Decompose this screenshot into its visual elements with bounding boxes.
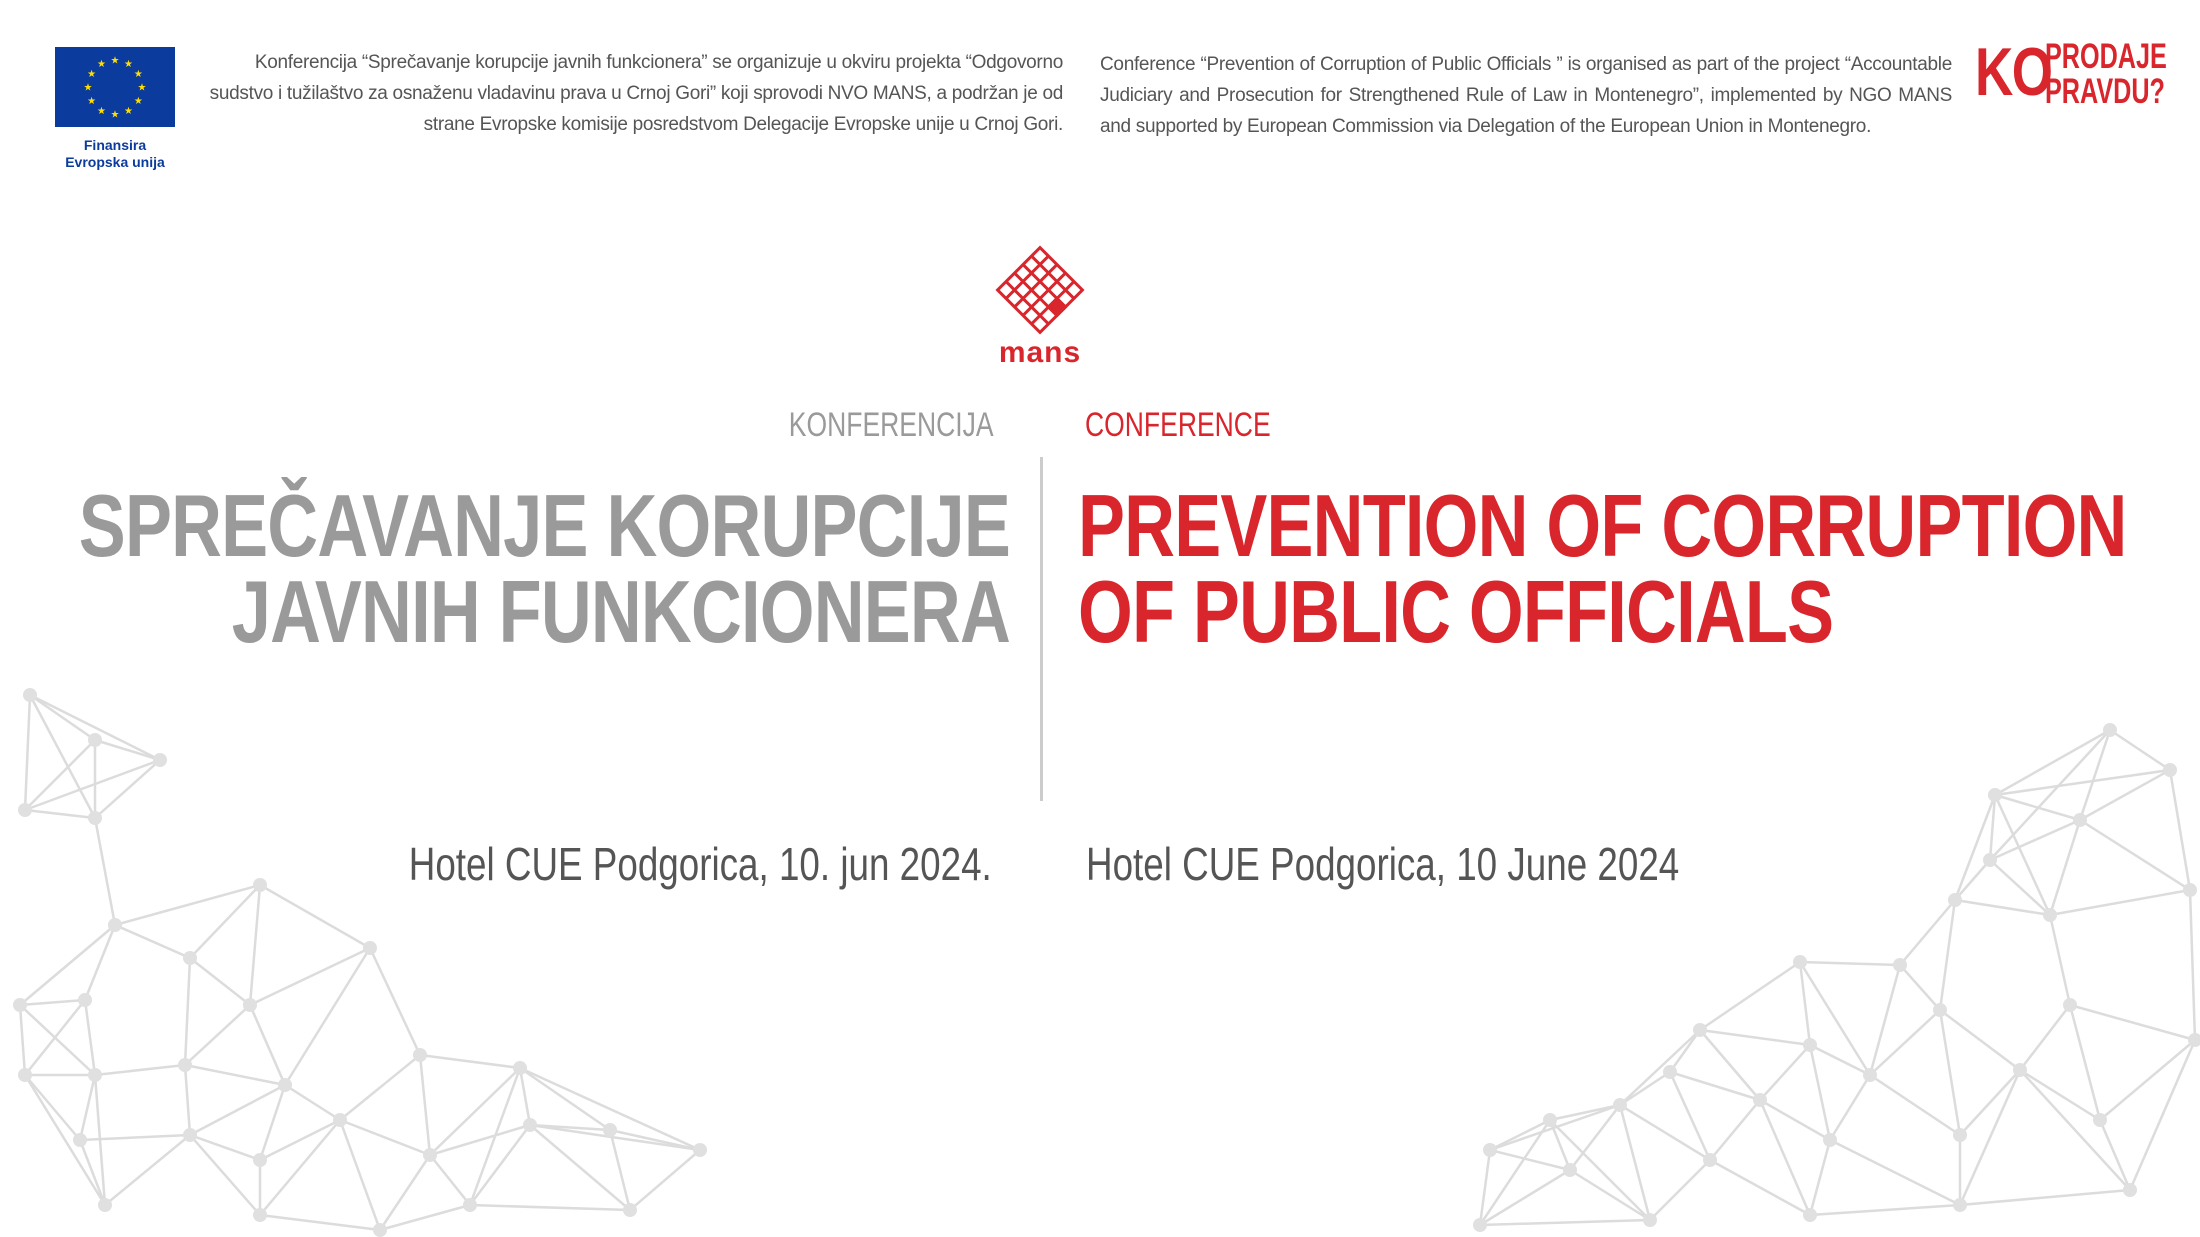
kpp-logo-ko: KO xyxy=(1975,34,2052,110)
title-me-line1: SPREČAVANJE KORUPCIJE xyxy=(78,476,1010,575)
network-node xyxy=(1893,958,1907,972)
network-line xyxy=(1870,1075,1960,1135)
conference-label-me: KONFERENCIJA xyxy=(789,406,994,444)
network-line xyxy=(340,1120,430,1155)
network-line xyxy=(370,948,420,1055)
network-line xyxy=(1710,1160,1810,1215)
eu-flag xyxy=(55,47,175,127)
network-node xyxy=(1953,1128,1967,1142)
network-line xyxy=(2020,1005,2070,1070)
network-line xyxy=(190,958,250,1005)
ko-prodaje-pravdu-logo xyxy=(1975,34,2167,112)
network-line xyxy=(1830,1075,1870,1140)
network-line xyxy=(185,1005,250,1065)
conference-label-en: CONFERENCE xyxy=(1085,406,1271,444)
eu-star-icon: ★ xyxy=(97,105,106,117)
network-line xyxy=(1810,1140,1830,1215)
network-line xyxy=(260,1215,380,1230)
network-node xyxy=(1563,1163,1577,1177)
network-line xyxy=(470,1205,630,1210)
network-line xyxy=(1830,1140,1960,1205)
kpp-logo-line1: PRODAJE xyxy=(2045,37,2167,76)
network-line xyxy=(2080,820,2190,890)
network-line xyxy=(2050,820,2080,915)
title-me-line2: JAVNIH FUNKCIONERA xyxy=(231,562,1010,661)
network-node xyxy=(1793,955,1807,969)
network-node xyxy=(108,918,122,932)
eu-star-icon: ★ xyxy=(97,59,106,71)
network-line xyxy=(1995,795,2080,820)
network-node xyxy=(1863,1068,1877,1082)
network-node xyxy=(1663,1065,1677,1079)
network-node xyxy=(1643,1213,1657,1227)
network-line xyxy=(1960,1190,2130,1205)
network-line xyxy=(1480,1120,1550,1225)
network-line xyxy=(1490,1150,1570,1170)
network-line xyxy=(2050,890,2190,915)
network-node xyxy=(98,1198,112,1212)
network-node xyxy=(18,1068,32,1082)
network-line xyxy=(1995,770,2170,795)
project-description-en: Conference “Prevention of Corruption of Public Officials ” is organised as part of the project “Accountable Judiciary and Prosecution for Strengthened Rule of Law in Montenegro”, implemented by NGO MANS and supported by European Commission via Delegation of the European Union in Montenegro. xyxy=(1100,54,1952,137)
eu-star-icon: ★ xyxy=(87,69,97,80)
network-node xyxy=(2093,1113,2107,1127)
mans-wordmark: mans xyxy=(998,336,1082,369)
network-node xyxy=(78,993,92,1007)
network-line xyxy=(30,695,95,818)
network-node xyxy=(88,1068,102,1082)
network-line xyxy=(25,695,30,810)
network-line xyxy=(2170,770,2190,890)
network-node xyxy=(278,1078,292,1092)
network-node xyxy=(183,1128,197,1142)
title-en-line1: PREVENTION OF CORRUPTION xyxy=(1078,476,2127,575)
network-node xyxy=(2073,813,2087,827)
network-line xyxy=(25,1075,80,1140)
network-line xyxy=(1960,1070,2020,1205)
network-line xyxy=(25,760,160,810)
network-node xyxy=(1703,1153,1717,1167)
network-line xyxy=(80,1135,190,1140)
network-line xyxy=(85,1000,95,1075)
network-node xyxy=(23,688,37,702)
eu-funding-caption xyxy=(30,137,200,171)
network-node xyxy=(523,1118,537,1132)
network-line xyxy=(1490,1105,1620,1150)
network-line xyxy=(20,1005,95,1075)
network-line xyxy=(285,1085,340,1120)
network-line xyxy=(2100,1040,2195,1120)
eu-star-icon: ★ xyxy=(133,96,143,107)
eu-star-icon: ★ xyxy=(124,105,133,117)
network-line xyxy=(610,1130,630,1210)
network-node xyxy=(1983,853,1997,867)
network-line xyxy=(1800,962,1900,965)
network-node xyxy=(1823,1133,1837,1147)
network-line xyxy=(520,1068,530,1125)
network-node xyxy=(2103,723,2117,737)
network-line xyxy=(20,925,115,1005)
network-line xyxy=(2050,915,2070,1005)
kpp-logo-line2: PRAVDU? xyxy=(2045,72,2165,111)
network-node xyxy=(153,753,167,767)
network-line xyxy=(1620,1030,1700,1105)
network-line xyxy=(20,1000,85,1005)
venue-date-en: Hotel CUE Podgorica, 10 June 2024 xyxy=(1086,838,1680,890)
network-line xyxy=(2020,1070,2130,1190)
network-node xyxy=(333,1113,347,1127)
network-line xyxy=(340,1120,380,1230)
network-line xyxy=(25,1000,85,1075)
network-line xyxy=(1760,1045,1810,1100)
network-line xyxy=(430,1155,470,1205)
network-node xyxy=(88,811,102,825)
network-node xyxy=(1803,1208,1817,1222)
network-node xyxy=(88,733,102,747)
network-node xyxy=(73,1133,87,1147)
network-node xyxy=(603,1123,617,1137)
eu-star-icon: ★ xyxy=(83,82,93,94)
network-line xyxy=(1760,1100,1810,1215)
network-line xyxy=(95,1065,185,1075)
network-line xyxy=(1710,1100,1760,1160)
network-node xyxy=(1803,1038,1817,1052)
network-node xyxy=(183,951,197,965)
network-node xyxy=(2063,998,2077,1012)
eu-stars-icon xyxy=(55,47,175,127)
network-line xyxy=(185,958,190,1065)
network-node xyxy=(2163,763,2177,777)
network-line xyxy=(30,695,95,740)
network-line xyxy=(1810,1045,1830,1140)
network-node xyxy=(2183,883,2197,897)
network-line xyxy=(1700,1030,1810,1045)
network-node xyxy=(413,1048,427,1062)
network-line xyxy=(1990,820,2080,860)
network-line xyxy=(2130,1040,2195,1190)
network-node xyxy=(1693,1023,1707,1037)
network-line xyxy=(260,885,370,948)
network-node xyxy=(1933,1003,1947,1017)
network-line xyxy=(1870,1010,1940,1075)
network-line xyxy=(185,1065,285,1085)
network-node xyxy=(1753,1093,1767,1107)
network-line xyxy=(2190,890,2195,1040)
network-node xyxy=(423,1148,437,1162)
network-line xyxy=(260,1120,340,1215)
network-node xyxy=(253,1208,267,1222)
network-node xyxy=(1953,1198,1967,1212)
network-line xyxy=(1700,962,1800,1030)
network-line xyxy=(105,1135,190,1205)
network-line xyxy=(1940,1010,1960,1135)
network-line xyxy=(630,1150,700,1210)
network-line xyxy=(1955,795,1995,900)
eu-star-icon: ★ xyxy=(124,59,133,71)
network-line xyxy=(470,1068,520,1205)
center-divider xyxy=(1040,457,1043,801)
network-line xyxy=(1480,1220,1650,1225)
network-line xyxy=(250,885,260,1005)
network-node xyxy=(253,1153,267,1167)
network-line xyxy=(1990,730,2110,860)
network-line xyxy=(80,1075,95,1140)
network-node xyxy=(2013,1063,2027,1077)
network-line xyxy=(2070,1005,2195,1040)
network-line xyxy=(1620,1072,1670,1105)
eu-star-icon: ★ xyxy=(87,96,97,107)
network-node xyxy=(13,998,27,1012)
network-line xyxy=(2110,730,2170,770)
network-line xyxy=(1940,1010,2020,1070)
network-line xyxy=(25,810,95,818)
eu-star-icon: ★ xyxy=(110,55,120,67)
network-node xyxy=(463,1198,477,1212)
network-node xyxy=(1543,1113,1557,1127)
network-node xyxy=(363,941,377,955)
network-node xyxy=(1483,1143,1497,1157)
network-line xyxy=(420,1055,520,1068)
eu-star-icon: ★ xyxy=(137,82,147,94)
project-description-me: Konferencija “Sprečavanje korupcije javnih funkcionera” se organizuje u okviru projekta “Odgovorno sudstvo i tužilaštvo za osnaženu vladavinu prava u Crnoj Gori” koji sprovodi NVO MANS, a podržan je od strane Evropske komisije posredstvom Delegacije Evropske unije u Crnoj Gori. xyxy=(209,52,1063,135)
network-node xyxy=(1613,1098,1627,1112)
network-line xyxy=(420,1055,430,1155)
network-line xyxy=(1955,860,1990,900)
network-node xyxy=(253,878,267,892)
network-line xyxy=(1960,1070,2020,1135)
network-line xyxy=(1480,1170,1570,1225)
eu-caption-line1: Finansira xyxy=(83,137,147,153)
network-line xyxy=(115,925,190,958)
conference-title-en xyxy=(1078,476,2127,661)
eu-star-icon: ★ xyxy=(110,109,120,121)
network-line xyxy=(115,885,260,925)
network-line xyxy=(185,1065,190,1135)
eu-star-icon: ★ xyxy=(133,69,143,80)
venue-date-me: Hotel CUE Podgorica, 10. jun 2024. xyxy=(408,838,992,890)
network-node xyxy=(1988,788,2002,802)
network-node xyxy=(243,998,257,1012)
mans-logo-icon xyxy=(990,240,1090,340)
network-node xyxy=(178,1058,192,1072)
network-node xyxy=(2043,908,2057,922)
network-line xyxy=(20,1005,25,1075)
network-node xyxy=(2123,1183,2137,1197)
network-line xyxy=(250,1005,285,1085)
network-line xyxy=(1760,1100,1830,1140)
network-line xyxy=(1870,965,1900,1075)
conference-title-me xyxy=(78,476,1010,661)
network-line xyxy=(95,760,160,818)
network-node xyxy=(1948,893,1962,907)
network-node xyxy=(1473,1218,1487,1232)
network-line xyxy=(470,1125,530,1205)
network-line xyxy=(1650,1160,1710,1220)
eu-caption-line2: Evropska unija xyxy=(65,154,165,170)
network-node xyxy=(623,1203,637,1217)
network-line xyxy=(340,1055,420,1120)
network-node xyxy=(18,803,32,817)
network-line xyxy=(2100,1120,2130,1190)
network-node xyxy=(513,1061,527,1075)
network-line xyxy=(95,818,115,925)
title-en-line2: OF PUBLIC OFFICIALS xyxy=(1078,562,1834,661)
network-line xyxy=(1900,965,1940,1010)
network-line xyxy=(1670,1030,1700,1072)
network-line xyxy=(1810,1205,1960,1215)
network-node xyxy=(693,1143,707,1157)
network-node xyxy=(373,1223,387,1237)
